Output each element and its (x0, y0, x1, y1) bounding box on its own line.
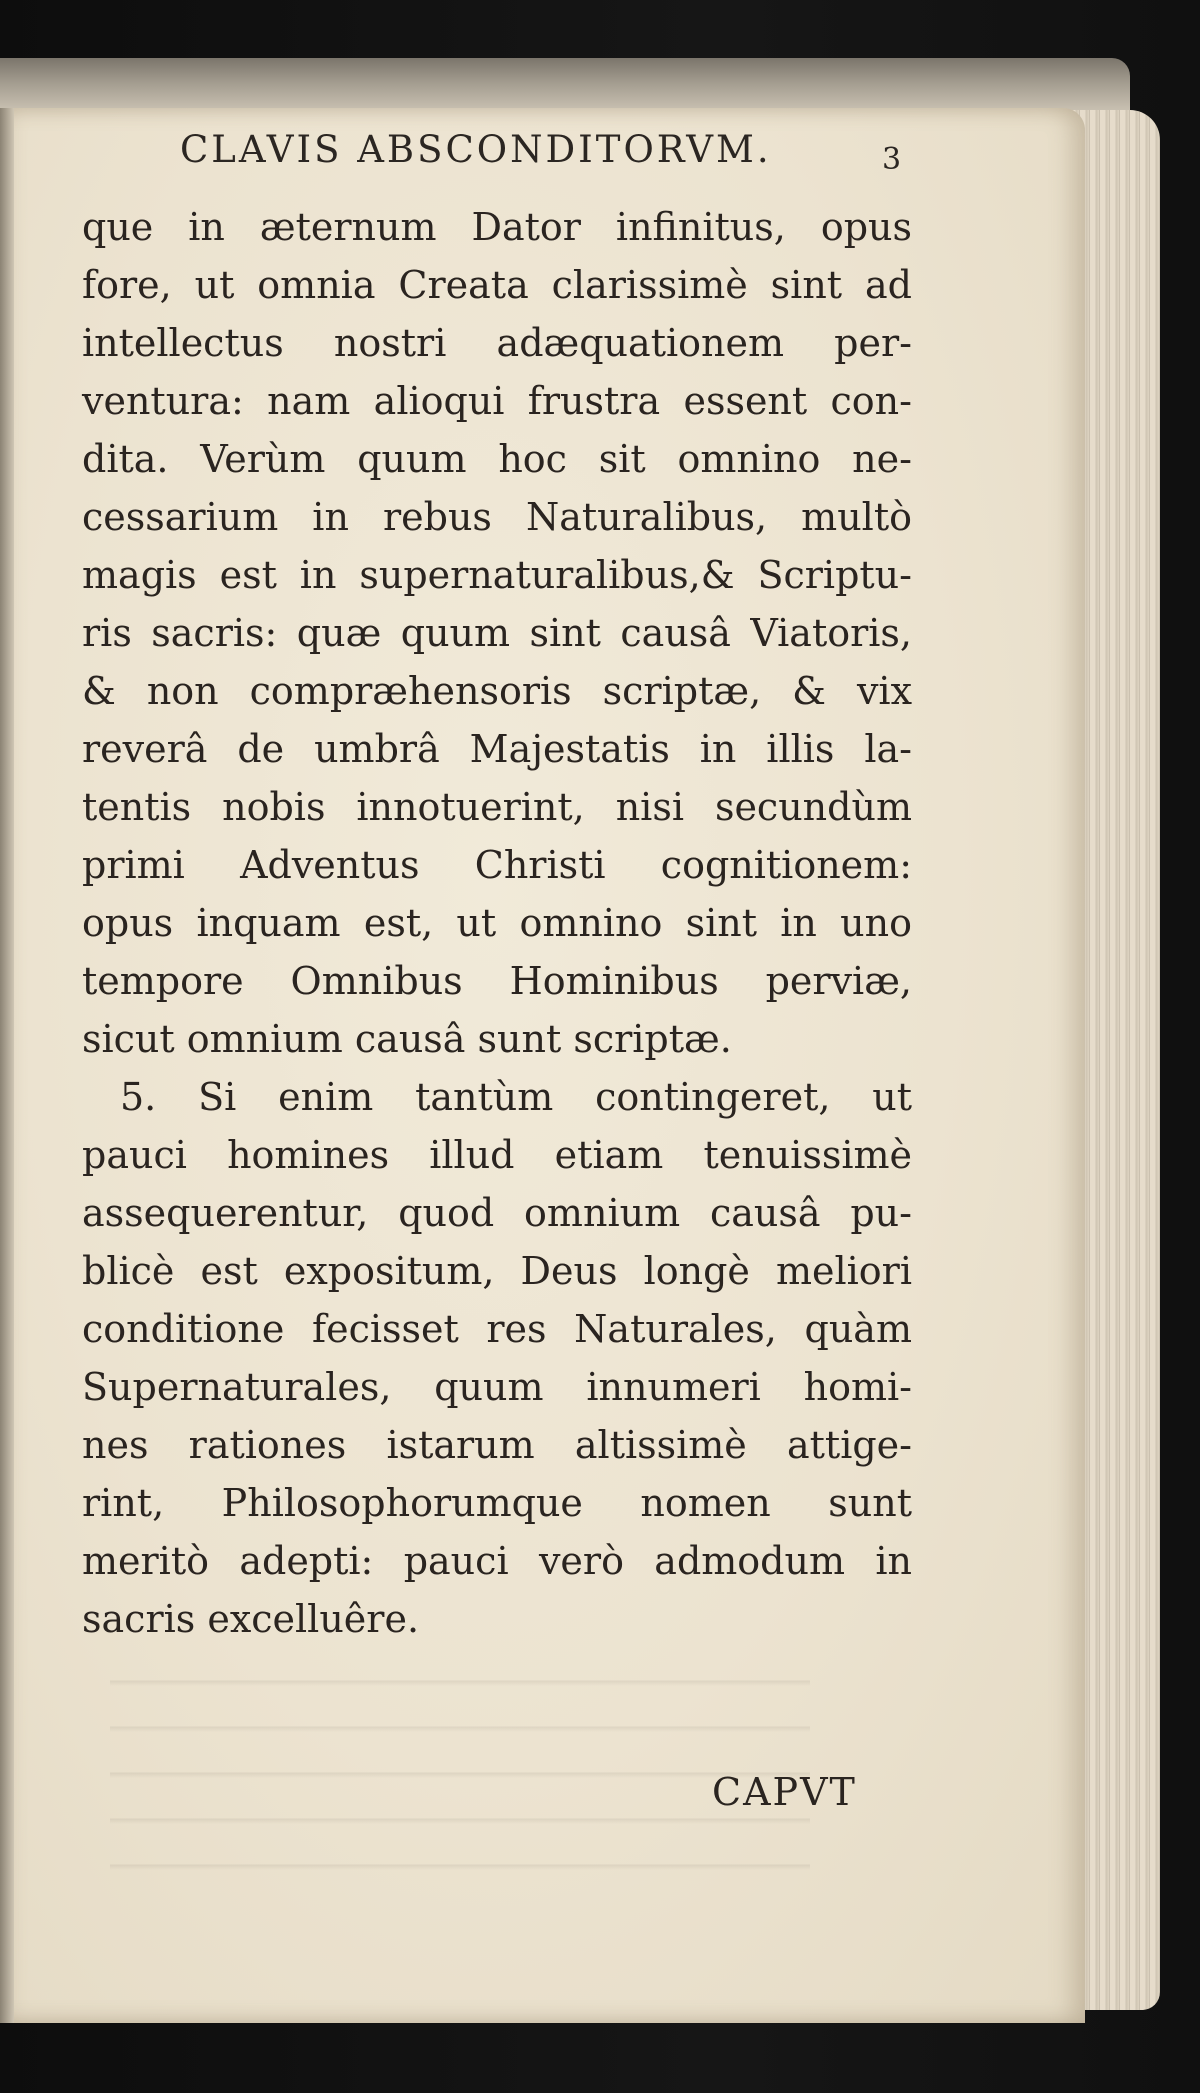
show-through-texture (110, 1640, 810, 1890)
text-line: conditione fecisset res Naturales, quàm (82, 1307, 912, 1351)
text-line: sicut omnium causâ sunt scriptæ. (82, 1017, 732, 1061)
text-line: pauci homines illud etiam tenuissimè (82, 1133, 912, 1177)
text-line: blicè est expositum, Deus longè meliori (82, 1249, 912, 1293)
text-line: & non compræhensoris scriptæ, & vix (82, 669, 912, 713)
text-line: cessarium in rebus Naturalibus, multò (82, 495, 912, 539)
text-line: sacris excelluêre. (82, 1597, 420, 1641)
text-line: tempore Omnibus Hominibus perviæ, (82, 959, 912, 1003)
text-line: assequerentur, quod omnium causâ pu- (82, 1191, 912, 1235)
running-head: CLAVIS ABSCONDITORVM. (180, 128, 772, 171)
text-line: meritò adepti: pauci verò admodum in (82, 1539, 912, 1583)
text-line: dita. Verùm quum hoc sit omnino ne- (82, 437, 912, 481)
text-line: ris sacris: quæ quum sint causâ Viatoris, (82, 611, 912, 655)
paragraph-start-line: 5. Si enim tantùm contingeret, ut (120, 1075, 912, 1119)
text-line: opus inquam est, ut omnino sint in uno (82, 901, 912, 945)
text-line: primi Adventus Christi cognitionem: (82, 843, 912, 887)
binding-gutter (0, 108, 14, 2023)
text-line: magis est in supernaturalibus,& Scriptu- (82, 553, 912, 597)
page-number: 3 (882, 142, 902, 177)
text-line: fore, ut omnia Creata clarissimè sint ad (82, 263, 912, 307)
text-line: ventura: nam alioqui frustra essent con- (82, 379, 912, 423)
text-line: nes rationes istarum altissimè attige- (82, 1423, 912, 1467)
text-line: intellectus nostri adæquationem per- (82, 321, 912, 365)
text-line: tentis nobis innotuerint, nisi secundùm (82, 785, 912, 829)
text-line: Supernaturales, quum innumeri homi- (82, 1365, 912, 1409)
text-line: rint, Philosophorumque nomen sunt (82, 1481, 912, 1525)
text-line: que in æternum Dator infinitus, opus (82, 205, 912, 249)
text-line: reverâ de umbrâ Majestatis in illis la- (82, 727, 912, 771)
catchword: CAPVT (712, 1770, 857, 1814)
body-text (82, 198, 912, 1648)
